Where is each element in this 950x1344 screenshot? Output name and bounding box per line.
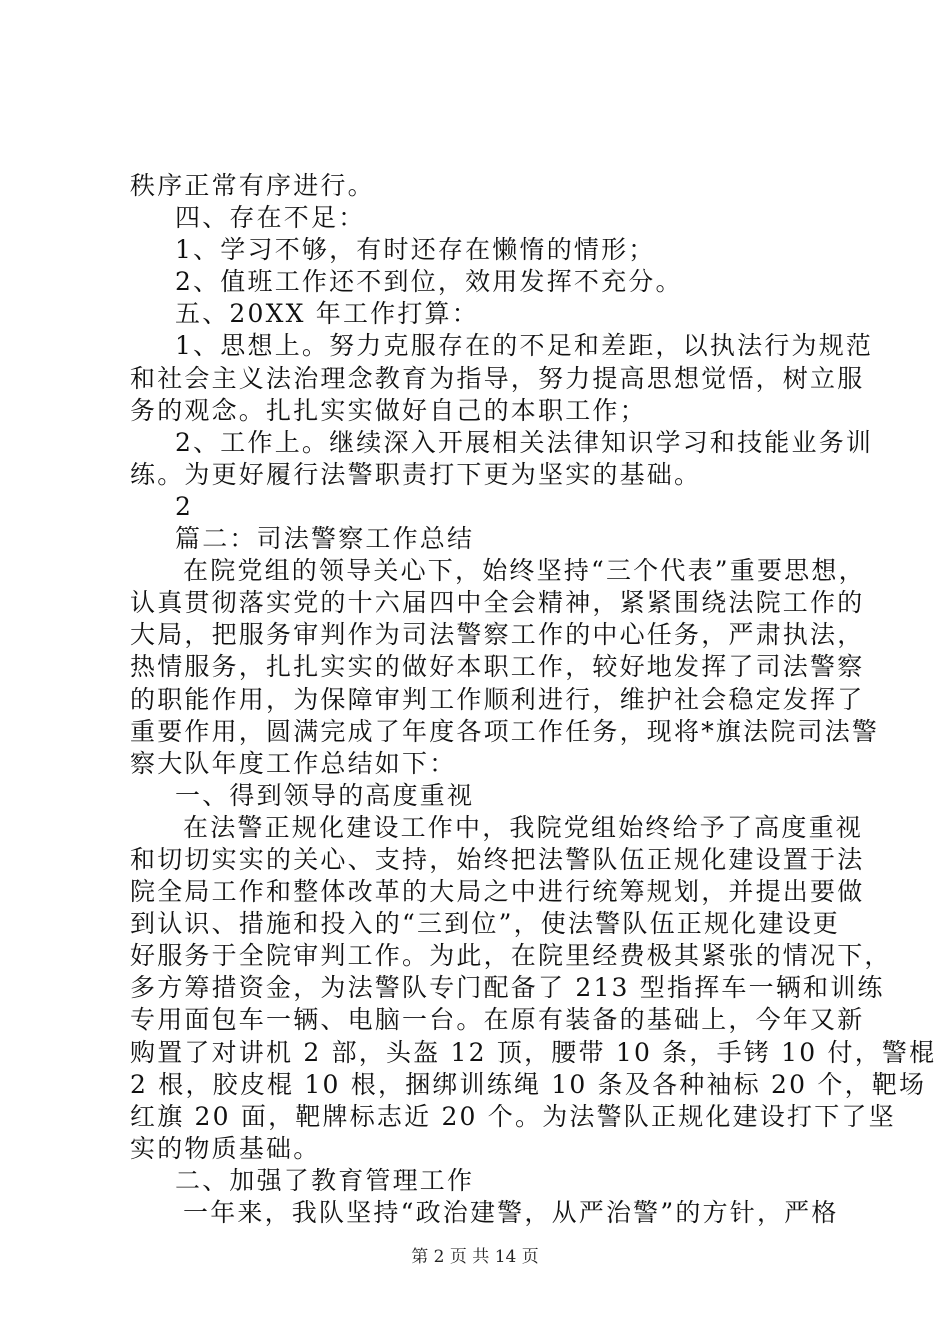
text-line: 一、得到领导的高度重视	[175, 780, 475, 810]
text-line: 多方筹措资金，为法警队专门配备了 213 型指挥车一辆和训练	[130, 973, 885, 1003]
text-line: 四、存在不足：	[175, 203, 366, 233]
text-line: 认真贯彻落实党的十六届四中全会精神，紧紧围绕法院工作的	[130, 588, 865, 618]
text-line: 察大队年度工作总结如下：	[130, 748, 457, 778]
text-line: 在法警正规化建设工作中，我院党组始终给予了高度重视	[183, 812, 864, 842]
text-line: 红旗 20 面，靶牌标志近 20 个。为法警队正规化建设打下了坚	[130, 1101, 896, 1131]
text-line: 在院党组的领导关心下，始终坚持“三个代表”重要思想，	[183, 556, 866, 586]
page-footer: 第 2 页 共 14 页	[411, 1247, 539, 1267]
text-line: 的职能作用，为保障审判工作顺利进行，维护社会稳定发挥了	[130, 684, 865, 714]
text-line: 到认识、措施和投入的“三到位”，使法警队伍正规化建设更	[130, 909, 840, 939]
text-line: 2	[175, 491, 194, 521]
text-line: 大局，把服务审判作为司法警察工作的中心任务，严肃执法，	[130, 620, 865, 650]
text-line: 院全局工作和整体改革的大局之中进行统筹规划，并提出要做	[130, 877, 865, 907]
text-line: 秩序正常有序进行。	[130, 171, 375, 200]
text-line: 2、工作上。继续深入开展相关法律知识学习和技能业务训	[175, 427, 874, 457]
text-line: 热情服务，扎扎实实的做好本职工作，较好地发挥了司法警察	[130, 652, 865, 682]
text-line: 务的观念。扎扎实实做好自己的本职工作；	[130, 395, 647, 425]
text-line: 二、加强了教育管理工作	[175, 1165, 475, 1195]
text-line: 五、20XX 年工作打算：	[175, 299, 479, 329]
text-line: 购置了对讲机 2 部，头盔 12 顶，腰带 10 条，手铐 10 付，警棍	[130, 1037, 937, 1067]
text-line: 和社会主义法治理念教育为指导，努力提高思想觉悟，树立服	[130, 363, 865, 393]
text-line: 好服务于全院审判工作。为此，在院里经费极其紧张的情况下，	[130, 941, 892, 971]
document-body	[130, 170, 937, 1229]
text-line: 一年来，我队坚持“政治建警，从严治警”的方针，严格	[183, 1198, 839, 1227]
text-line: 练。为更好履行法警职责打下更为坚实的基础。	[130, 459, 702, 489]
text-line: 1、学习不够，有时还存在懒惰的情形；	[175, 235, 656, 265]
text-line: 篇二：司法警察工作总结	[175, 524, 475, 554]
text-line: 2 根，胶皮棍 10 根，捆绑训练绳 10 条及各种袖标 20 个，靶场	[130, 1069, 927, 1099]
text-line: 专用面包车一辆、电脑一台。在原有装备的基础上，今年又新	[130, 1005, 865, 1035]
text-line: 2、值班工作还不到位，效用发挥不充分。	[175, 267, 683, 297]
text-line: 和切切实实的关心、支持，始终把法警队伍正规化建设置于法	[130, 844, 865, 874]
text-line: 实的物质基础。	[130, 1133, 321, 1163]
text-line: 1、思想上。努力克服存在的不足和差距，以执法行为规范	[175, 331, 874, 361]
text-line: 重要作用，圆满完成了年度各项工作任务，现将*旗法院司法警	[130, 716, 880, 746]
